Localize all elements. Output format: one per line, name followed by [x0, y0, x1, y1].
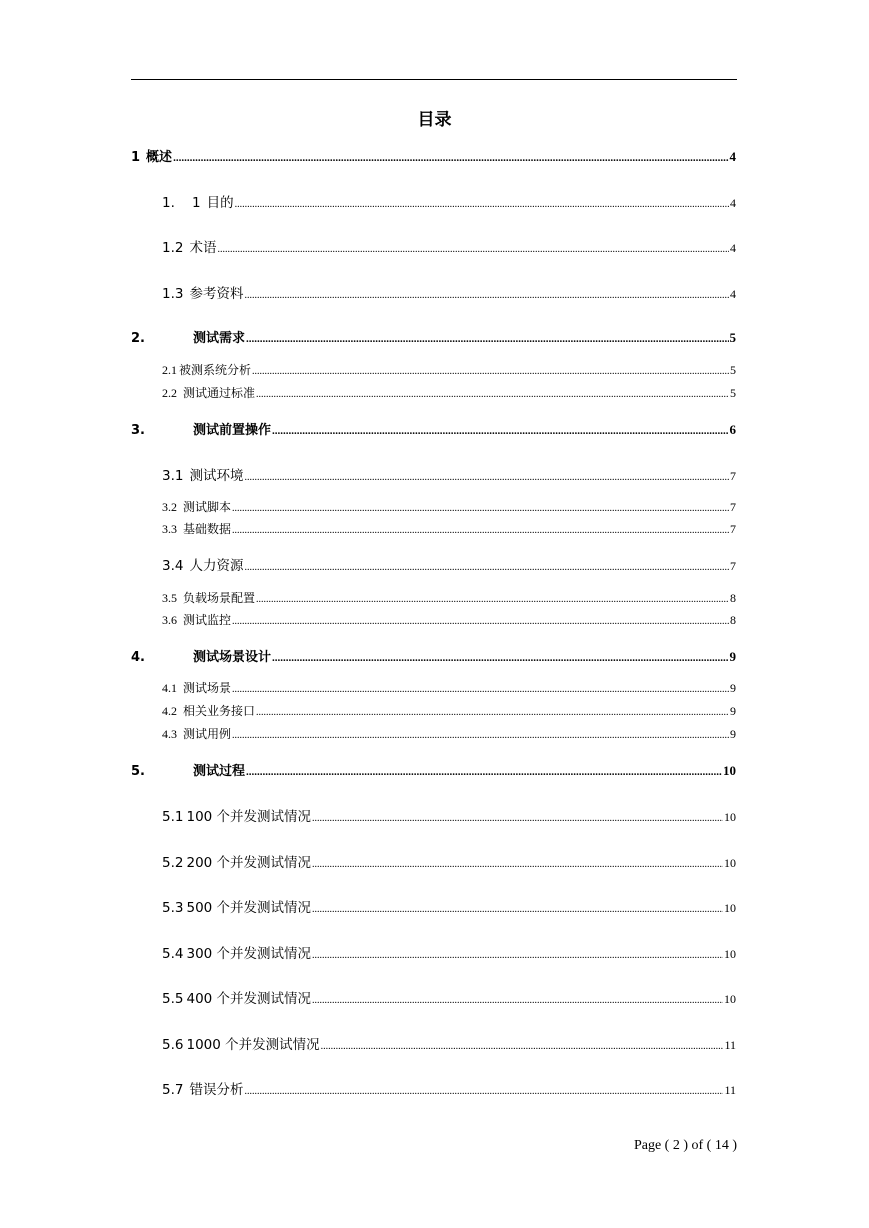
toc-leader: [235, 199, 729, 210]
toc-number: 1.3: [162, 286, 184, 302]
toc-entry-2[interactable]: [131, 327, 736, 346]
toc-label: 500 个并发测试情况: [186, 900, 312, 916]
toc-leader: [244, 472, 729, 483]
toc-page: 7: [730, 500, 736, 514]
toc-leader: [256, 389, 729, 400]
toc-page: 5: [730, 386, 736, 400]
toc-entry-3-5[interactable]: [162, 589, 736, 606]
toc-label: 术语: [189, 240, 217, 256]
toc-page: 10: [724, 947, 736, 961]
toc-label: 测试场景设计: [193, 650, 272, 665]
toc-number: 3.6: [162, 613, 177, 627]
toc-number: 1: [131, 150, 141, 165]
toc-entry-5[interactable]: [131, 760, 736, 779]
toc-page: 7: [730, 469, 736, 483]
toc-page: 10: [723, 763, 736, 778]
toc-entry-1-1[interactable]: [162, 191, 736, 211]
toc-number: 5.2: [162, 855, 184, 871]
toc-number: 2.2: [162, 386, 177, 400]
toc-label: 相关业务接口: [183, 704, 256, 718]
toc-entry-5-7[interactable]: [162, 1078, 736, 1098]
toc-leader: [173, 152, 728, 164]
header-rule: [131, 79, 737, 80]
footer-prefix: Page (: [633, 1138, 673, 1153]
toc-label: 目的: [206, 195, 234, 211]
toc-entry-4-3[interactable]: [162, 725, 736, 742]
toc-entry-1-2[interactable]: [162, 236, 736, 256]
toc-label: 测试需求: [193, 331, 246, 346]
toc-page: 11: [724, 1083, 736, 1097]
toc-number: 3.3: [162, 522, 177, 536]
toc-number: 5.4: [162, 946, 184, 962]
toc-leader: [256, 707, 729, 718]
toc-page: 5: [730, 363, 736, 377]
footer-middle: ) of (: [679, 1138, 715, 1153]
toc-entry-1-3[interactable]: [162, 282, 736, 302]
toc-entry-1[interactable]: [131, 146, 736, 165]
toc-title: 目录: [417, 110, 452, 130]
toc-leader: [246, 333, 728, 345]
toc-leader: [272, 425, 728, 437]
toc-label: 200 个并发测试情况: [186, 855, 312, 871]
toc-entry-3-6[interactable]: [162, 611, 736, 628]
toc-entry-4[interactable]: [131, 646, 736, 665]
toc-page: 9: [730, 704, 736, 718]
toc-number: 3.4: [162, 558, 184, 574]
toc-leader: [312, 813, 723, 824]
toc-entry-2-1[interactable]: [162, 361, 736, 378]
toc-leader: [244, 1086, 723, 1097]
toc-leader: [244, 562, 729, 573]
toc-leader: [272, 652, 728, 664]
toc-label: 300 个并发测试情况: [186, 946, 312, 962]
toc-label: 测试场景: [183, 681, 232, 695]
toc-entry-5-6[interactable]: [162, 1033, 736, 1053]
toc-number: 3.2: [162, 500, 177, 514]
toc-entry-5-5[interactable]: [162, 987, 736, 1007]
toc-leader: [246, 766, 722, 778]
toc-leader: [232, 684, 729, 695]
toc-entry-5-1[interactable]: [162, 805, 736, 825]
toc-label: 测试过程: [193, 764, 246, 779]
toc-leader: [321, 1041, 724, 1052]
toc-label: 1000 个并发测试情况: [186, 1037, 320, 1053]
toc-entry-3[interactable]: [131, 419, 736, 438]
toc-entry-3-3[interactable]: [162, 520, 736, 537]
toc-number: 4.1: [162, 681, 177, 695]
toc-leader: [312, 995, 723, 1006]
toc-leader: [232, 730, 729, 741]
toc-label: 负载场景配置: [183, 591, 256, 605]
toc-page: 10: [724, 992, 736, 1006]
toc-label: 100 个并发测试情况: [186, 809, 312, 825]
current-page-number: 2: [672, 1138, 680, 1153]
toc-leader: [244, 290, 729, 301]
toc-number: 4.2: [162, 704, 177, 718]
toc-leader: [312, 904, 723, 915]
toc-label: 人力资源: [189, 558, 244, 574]
toc-page: 7: [730, 522, 736, 536]
toc-entry-2-2[interactable]: [162, 384, 736, 401]
toc-page: 10: [724, 901, 736, 915]
toc-number: 5.3: [162, 900, 184, 916]
toc-number: 4.: [131, 650, 145, 665]
toc-number: 3.: [131, 423, 145, 438]
toc-label: 测试通过标准: [183, 386, 256, 400]
toc-page: 8: [730, 591, 736, 605]
toc-entry-5-2[interactable]: [162, 851, 736, 871]
toc-number: 2.1: [162, 363, 177, 377]
toc-number: 1. 1: [162, 195, 201, 211]
toc-label: 基础数据: [183, 522, 232, 536]
toc-page: 4: [730, 241, 736, 255]
toc-leader: [232, 503, 729, 514]
toc-entry-4-2[interactable]: [162, 702, 736, 719]
toc-page: 9: [730, 727, 736, 741]
toc-number: 5.1: [162, 809, 184, 825]
toc-page: 8: [730, 613, 736, 627]
toc-number: 5.6: [162, 1037, 184, 1053]
toc-label: 错误分析: [189, 1082, 244, 1098]
toc-number: 3.5: [162, 591, 177, 605]
toc-label: 被测系统分析: [179, 363, 252, 377]
toc-leader: [312, 859, 723, 870]
total-page-count: 14: [714, 1138, 729, 1153]
toc-page: 4: [730, 287, 736, 301]
toc-leader: [232, 525, 729, 536]
footer-suffix: ): [728, 1138, 737, 1153]
toc-label: 概述: [146, 150, 173, 165]
toc-number: 2.: [131, 331, 145, 346]
page-footer: [634, 1138, 737, 1154]
toc-leader: [252, 366, 729, 377]
toc-label: 测试用例: [183, 727, 232, 741]
toc-number: 5.7: [162, 1082, 184, 1098]
toc-number: 5.5: [162, 991, 184, 1007]
toc-label: 测试环境: [189, 468, 244, 484]
toc-label: 400 个并发测试情况: [186, 991, 312, 1007]
toc-number: 3.1: [162, 468, 184, 484]
toc-page: 4: [730, 196, 736, 210]
toc-page: 7: [730, 559, 736, 573]
toc-entry-4-1[interactable]: [162, 679, 736, 696]
toc-entry-5-3[interactable]: [162, 896, 736, 916]
toc-leader: [217, 244, 729, 255]
toc-page: 6: [729, 422, 736, 437]
toc-number: 4.3: [162, 727, 177, 741]
toc-page: 9: [730, 681, 736, 695]
toc-leader: [232, 616, 729, 627]
toc-page: 10: [724, 856, 736, 870]
toc-entry-3-1[interactable]: [162, 464, 736, 484]
toc-label: 参考资料: [189, 286, 244, 302]
toc-page: 4: [729, 149, 736, 164]
toc-number: 5.: [131, 764, 145, 779]
toc-entry-5-4[interactable]: [162, 942, 736, 962]
toc-leader: [312, 950, 723, 961]
toc-number: 1.2: [162, 240, 184, 256]
toc-page: 11: [724, 1038, 736, 1052]
toc-leader: [256, 594, 729, 605]
toc-page: 5: [729, 330, 736, 345]
toc-page: 10: [724, 810, 736, 824]
toc-label: 测试监控: [183, 613, 232, 627]
toc-label: 测试前置操作: [193, 423, 272, 438]
toc-page: 9: [729, 649, 736, 664]
toc-entry-3-2[interactable]: [162, 498, 736, 515]
toc-label: 测试脚本: [183, 500, 232, 514]
toc-entry-3-4[interactable]: [162, 554, 736, 574]
